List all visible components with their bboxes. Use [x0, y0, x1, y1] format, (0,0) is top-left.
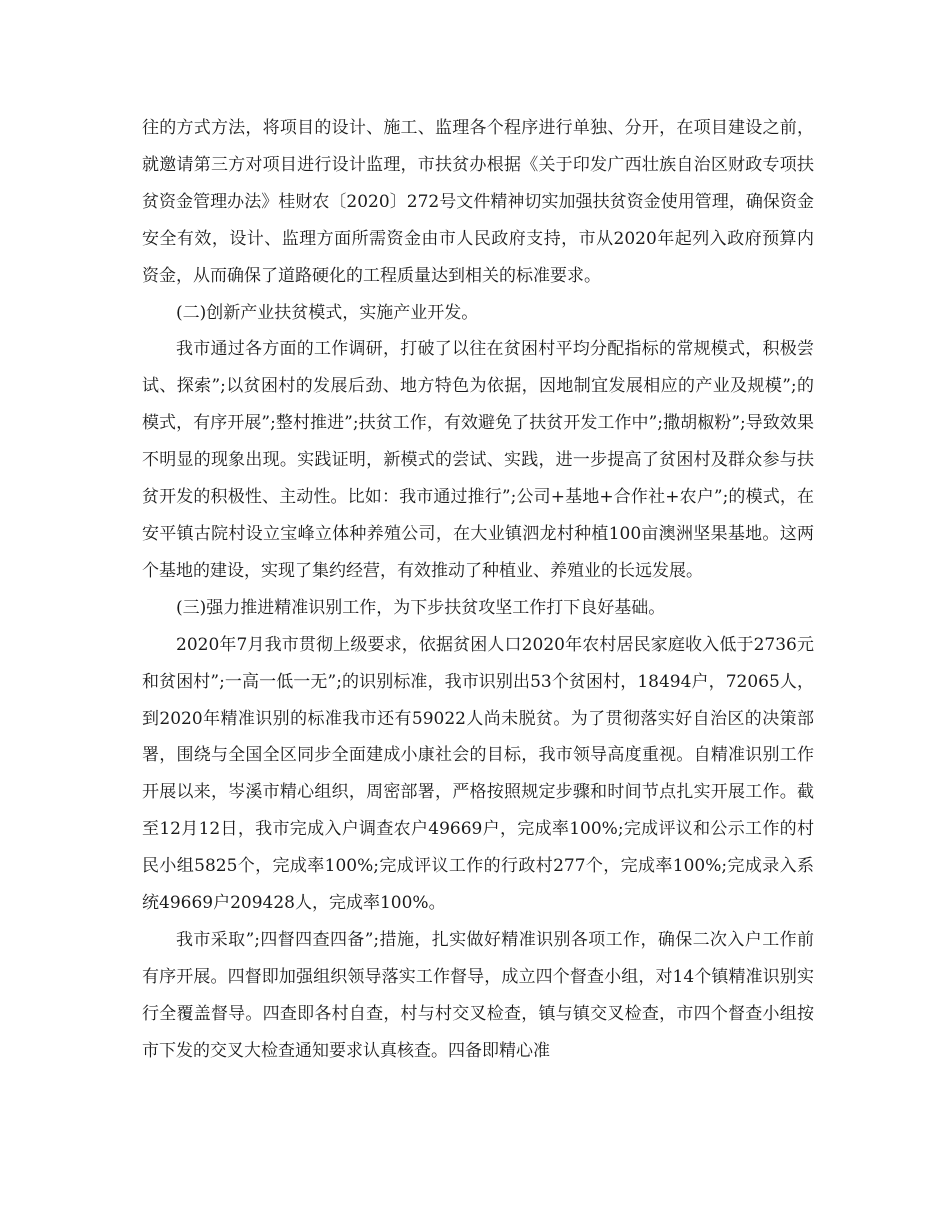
paragraph-project-supervision: 往的方式方法，将项目的设计、施工、监理各个程序进行单独、分开，在项目建设之前，就邀请第三方对项目进行设计监理，市扶贫办根据《关于印发广西壮族自治区财政专项扶贫资金管理办法》桂财农〔2020〕272号文件精神切实加强扶贫资金使用管理，确保资金安全有效，设计、监理方面所需资金由市人民政府支持，市从2020年起列入政府预算内资金，从而确保了道路硬化的工程质量达到相关的标准要求。 [142, 118, 814, 286]
paragraph-four-supervisions: 我市采取”;四督四查四备”;措施，扎实做好精准识别各项工作，确保二次入户工作前有序开展。四督即加强组织领导落实工作督导，成立四个督查小组，对14个镇精准识别实行全覆盖督导。四查即各村自查，村与村交叉检查，镇与镇交叉检查，市四个督查小组按市下发的交叉大检查通知要求认真核查。四备即精心准 [142, 929, 814, 1061]
paragraph-industry-development: 我市通过各方面的工作调研，打破了以往在贫困村平均分配指标的常规模式，积极尝试、探索”;以贫困村的发展后劲、地方特色为依据，因地制宜发展相应的产业及规模”;的模式，有序开展”;整村推进”;扶贫工作，有效避免了扶贫开发工作中”;撒胡椒粉”;导致效果不明显的现象出现。实践证明，新模式的尝试、实践，进一步提高了贫困村及群众参与扶贫开发的积极性、主动性。比如：我市通过推行”;公司+基地+合作社+农户”;的模式，在安平镇古院村设立宝峰立体种养殖公司，在大业镇泗龙村种植100亩澳洲坚果基地。这两个基地的建设，实现了集约经营，有效推动了种植业、养殖业的长远发展。 [142, 339, 814, 581]
document-body [142, 110, 814, 1070]
heading-precise-identification: (三)强力推进精准识别工作，为下步扶贫攻坚工作打下良好基础。 [176, 597, 666, 618]
paragraph-identification-results: 2020年7月我市贯彻上级要求，依据贫困人口2020年农村居民家庭收入低于2736元和贫困村”;一高一低一无”;的识别标准，我市识别出53个贫困村，18494户，72065人，到2020年精准识别的标准我市还有59022人尚未脱贫。为了贯彻落实好自治区的决策部署，围绕与全国全区同步全面建成小康社会的目标，我市领导高度重视。自精准识别工作开展以来，岑溪市精心组织，周密部署，严格按照规定步骤和时间节点扎实开展工作。截至12月12日，我市完成入户调查农户49669户，完成率100%;完成评议和公示工作的村民小组5825个，完成率100%;完成评议工作的行政村277个，完成率100%;完成录入系统49669户209428人，完成率100%。 [142, 634, 814, 914]
heading-industry-poverty-model: (二)创新产业扶贫模式，实施产业开发。 [176, 302, 479, 323]
